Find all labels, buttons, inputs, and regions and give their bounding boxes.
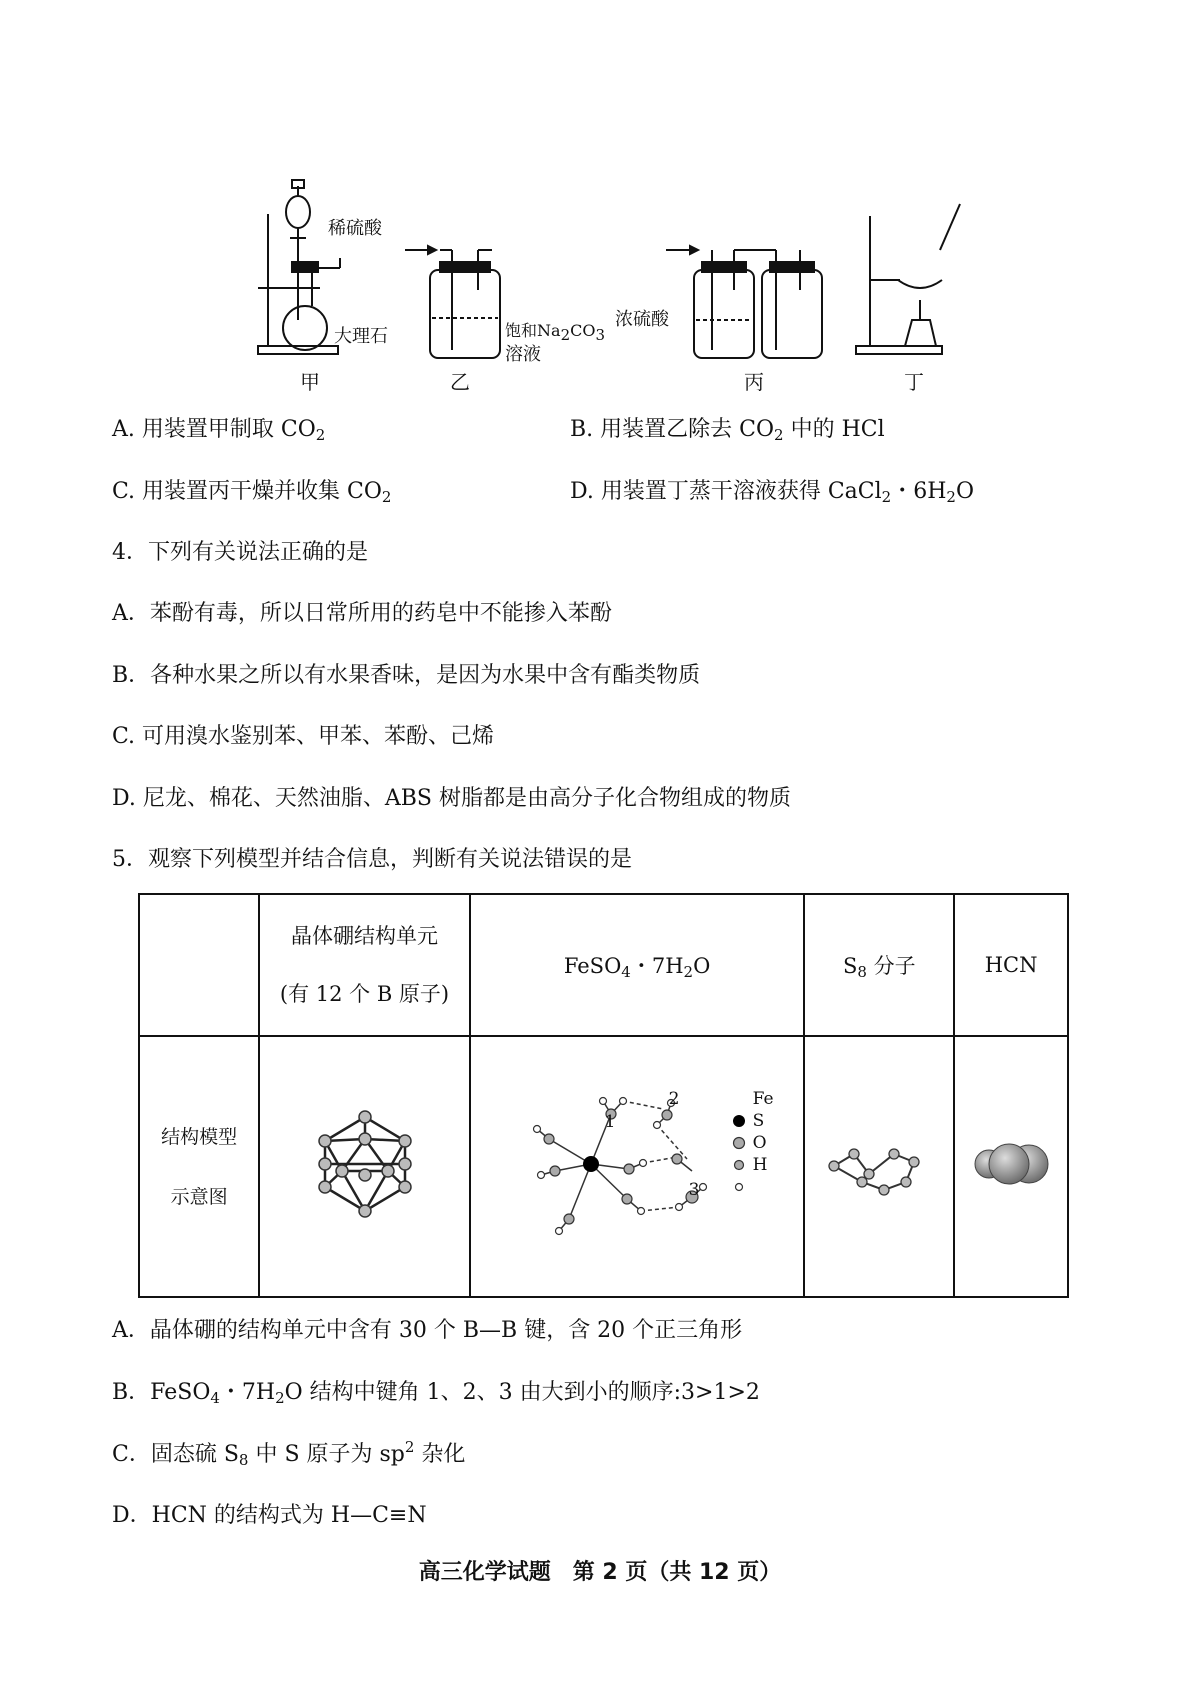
q5-stem: 5．观察下列模型并结合信息，判断有关说法错误的是 — [112, 847, 632, 872]
label-conc-acid: 浓硫酸 — [615, 309, 669, 330]
s8-header: $S_8$ 分子 — [804, 894, 954, 1036]
table-corner-cell — [139, 894, 259, 1036]
label-solution: 溶液 — [505, 344, 541, 365]
q4-option-b: B．各种水果之所以有水果香味，是因为水果中含有酯类物质 — [112, 663, 701, 688]
q3-option-c: C. 用装置丙干燥并收集 $CO_2$ — [112, 479, 392, 506]
q3-option-d: D. 用装置丁蒸干溶液获得 CaCl$_2$・$6H_2O$ — [570, 479, 974, 506]
label-saturated-na2co3: 饱和$Na_2CO_3$ — [505, 321, 606, 344]
hcn-model-cell — [954, 1036, 1068, 1297]
s8-model-cell — [804, 1036, 954, 1297]
q4-stem: 4．下列有关说法正确的是 — [112, 540, 368, 565]
row-label-structure-model: 结构模型 示意图 — [139, 1036, 259, 1297]
label-dilute-acid: 稀硫酸 — [328, 218, 382, 239]
feso4-structure-model — [487, 1079, 787, 1249]
legend-s: S — [752, 1111, 765, 1131]
angle-label-3: 3 — [688, 1180, 700, 1200]
caption-jia: 甲 — [300, 370, 320, 394]
q5-option-d: D．HCN 的结构式为 H—C≡N — [112, 1503, 427, 1528]
legend-h: H — [752, 1155, 768, 1175]
model-table — [138, 893, 1069, 1298]
page-footer: 高三化学试题 第 2 页（共 12 页） — [418, 1560, 782, 1585]
boron-icosahedron-model — [310, 1109, 420, 1219]
q5-option-c: C．固态硫 $S_8$ 中 S 原子为 $sp^2$ 杂化 — [112, 1438, 466, 1469]
caption-yi: 乙 — [450, 370, 470, 394]
q4-option-d: D. 尼龙、棉花、天然油脂、ABS 树脂都是由高分子化合物组成的物质 — [112, 786, 791, 811]
angle-label-2: 2 — [668, 1089, 680, 1109]
q5-option-b: B．FeSO$_4$・$7H_2O$ 结构中键角 1、2、3 由大到小的顺序:3>1>2 — [112, 1380, 760, 1407]
q4-option-c: C. 可用溴水鉴别苯、甲苯、苯酚、己烯 — [112, 724, 495, 749]
s8-ring-model — [824, 1124, 934, 1204]
boron-header: 晶体硼结构单元 (有 12 个 B 原子) — [259, 894, 469, 1036]
boron-model-cell — [259, 1036, 469, 1297]
q3-option-b: B. 用装置乙除去 $CO_2$ 中的 HCl — [570, 417, 885, 444]
q3-option-a: A. 用装置甲制取 $CO_2$ — [112, 417, 326, 444]
q4-option-a: A．苯酚有毒，所以日常所用的药皂中不能掺入苯酚 — [112, 601, 612, 626]
hcn-space-filling-model — [971, 1134, 1051, 1194]
caption-bing: 丙 — [744, 370, 764, 394]
feso4-model-cell — [470, 1036, 805, 1297]
legend-o: O — [752, 1133, 767, 1153]
angle-label-1: 1 — [604, 1112, 616, 1132]
caption-ding: 丁 — [904, 370, 924, 394]
label-marble: 大理石 — [334, 326, 388, 347]
feso4-header: FeSO$_4$・$7H_2O$ — [470, 894, 805, 1036]
legend-fe: Fe — [752, 1089, 774, 1109]
q5-option-a: A．晶体硼的结构单元中含有 30 个 B—B 键，含 20 个正三角形 — [112, 1318, 743, 1343]
hcn-header: HCN — [954, 894, 1068, 1036]
